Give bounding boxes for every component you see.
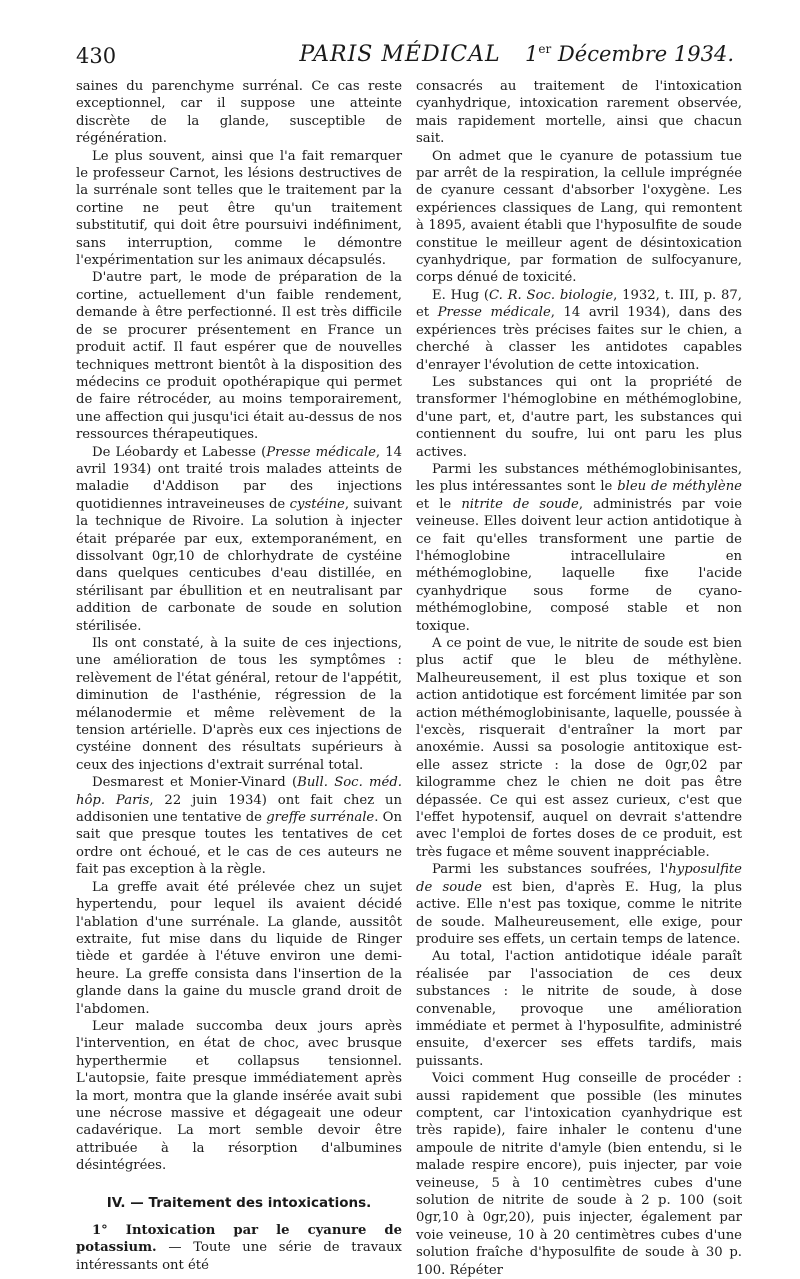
- date-day: 1: [525, 42, 539, 66]
- paragraph: [416, 461, 742, 635]
- text-run: , 14 avril 1934) ont traité trois malades atteints de maladie d'Addison par des injections quotidiennes intraveineuses de: [76, 444, 402, 512]
- paragraph: A ce point de vue, le nitrite de soude est bien plus actif que le bleu de méthylène. Malheureusement, il est plus toxique et son action antidotique est forcément limitée par son action méthémoglobinisante, laquelle, poussée à l'excès, risquerait d'entraîner la mort par anoxémie. Aussi sa posologie antitoxique est-elle assez stricte : la dose de 0gr,02 par kilogramme chez le chien ne doit pas être dépassée. Ce qui est assez curieux, c'est que l'effet hypotensif, auquel on devrait s'attendre avec l'emploi de fortes doses de ce produit, est très fugace et même souvent inappréciable.: [416, 636, 742, 860]
- text-run: , suivant la technique de Rivoire. La solution à injecter était préparée par eux, extemporanément, en dissolvant 0gr,10 de chlorhydrate de cystéine dans quelques centicubes d'eau distillée, en stérilisant par ébullition et en neutralisant par addition de carbonate de soude en solution stérilisée.: [76, 496, 403, 634]
- journal-title: PARIS MÉDICAL: [299, 42, 501, 67]
- emphasis: bleu de méthylène: [617, 479, 742, 495]
- paragraph: [76, 444, 402, 635]
- text-run: , 1932, t. III, p. 87, et: [416, 287, 742, 321]
- running-header: [0, 38, 800, 78]
- date-ordinal: er: [538, 42, 552, 56]
- paragraph: saines du parenchyme surrénal. Ce cas reste exceptionnel, car il suppose une atteinte discrète de la glande, susceptible de régénération.: [76, 79, 402, 147]
- issue-date: [525, 42, 734, 66]
- emphasis: greffe surrénale: [266, 810, 375, 826]
- date-rest: Décembre 1934.: [551, 42, 734, 66]
- paragraph: La greffe avait été prélevée chez un sujet hypertendu, pour lequel ils avaient décidé l'ablation d'une surrénale. La glande, aussitôt extraite, fut mise dans du liquide de Ringer tiède et gardée à l'étuve environ une demi-heure. La greffe consista dans l'insertion de la glande dans la gaine du muscle grand droit de l'abdomen.: [76, 879, 402, 1017]
- text-run: est bien, d'après E. Hug, la plus active. Elle n'est pas toxique, comme le nitrite de soude. Malheureusement, elle exige, pour produire ses effets, un certain temps de latence.: [416, 879, 742, 947]
- emphasis: nitrite de soude: [461, 496, 579, 512]
- text-run: , 22 juin 1934) ont fait chez un addisonien une tentative de: [76, 792, 402, 826]
- paragraph: [416, 861, 742, 948]
- section-heading: IV. — Traitement des intoxications.: [106, 1194, 372, 1211]
- citation: C. R. Soc. biologie: [489, 287, 614, 303]
- paragraph: Le plus souvent, ainsi que l'a fait remarquer le professeur Carnot, les lésions destructives de la surrénale sont telles que le traitement par la cortine ne peut être qu'un traitement substitutif, qui doit être poursuivi indéfiniment, sans interruption, comme le démontre l'expérimentation sur les animaux décapsulés.: [76, 148, 402, 269]
- citation: Presse médicale: [437, 305, 551, 321]
- right-column: [416, 78, 742, 1279]
- citation: Presse médicale: [266, 444, 376, 460]
- paragraph: consacrés au traitement de l'intoxication cyanhydrique, intoxication rarement observée, mais rapidement mortelle, ainsi que chacun sait.: [416, 79, 742, 147]
- text-run: et le: [416, 496, 462, 512]
- paragraph: Ils ont constaté, à la suite de ces injections, une amélioration de tous les symptômes : relèvement de l'état général, retour de l'appétit, diminution de l'asthénie, régression de la mélanodermie et même relèvement de la tension artérielle. D'après eux ces injections de cystéine donnent des résultats supérieurs à ceux des injections d'extrait surrénal total.: [76, 636, 402, 773]
- paragraph: Leur malade succomba deux jours après l'intervention, en état de choc, avec brusque hyperthermie et collapsus tensionnel. L'autopsie, faite presque immédiatement après la mort, montra que la glande insérée avait subi une nécrose massive et dégageait une odeur cadavérique. La mort semble devoir être attribuée à la résorption d'albumines désintégrées.: [76, 1018, 402, 1174]
- text-run: Parmi les substances soufrées, l': [432, 862, 669, 878]
- paragraph: Au total, l'action antidotique idéale paraît réalisée par l'association de ces deux substances : le nitrite de soude, à dose convenable, provoque une amélioration immédiate et permet à l'hyposulfite, administré ensuite, d'exercer ses effets tardifs, mais puissants.: [416, 949, 742, 1069]
- subsection-heading: 1° Intoxication par le cyanure de potassium.: [76, 1223, 402, 1256]
- text-run: Parmi les substances méthémoglobinisantes, les plus intéressantes sont le: [416, 461, 742, 495]
- citation: Bull. Soc. méd. hôp. Paris: [76, 775, 402, 808]
- paragraph: D'autre part, le mode de préparation de la cortine, actuellement d'un faible rendement, demande à être perfectionné. Il est très difficile de se procurer présentement en France un produit actif. Il faut espérer que de nouvelles techniques mettront bientôt à la disposition des médecins ce produit opothérapique qui permet de faire rétrocéder, au moins temporairement, une affection qui jusqu'ici était au-dessus de nos ressources thérapeutiques.: [76, 270, 402, 443]
- text-run: Desmarest et Monier-Vinard (: [92, 775, 298, 791]
- text-run: — Toute une série de travaux intéressants ont été: [76, 1240, 402, 1273]
- paragraph: [416, 287, 742, 374]
- emphasis: cystéine: [289, 496, 345, 512]
- paragraph: [76, 774, 402, 878]
- text-run: De Léobardy et Labesse (: [92, 444, 267, 460]
- page-number: 430: [76, 44, 117, 68]
- paragraph: Voici comment Hug conseille de procéder : aussi rapidement que possible (les minutes comptent, car l'intoxication cyanhydrique est très rapide), faire inhaler le contenu d'une ampoule de nitrite d'amyle (bien entendu, si le malade respire encore), puis injecter, par voie veineuse, 5 à 10 centimètres cubes d'une solution de nitrite de soude à 2 p. 100 (soit 0gr,10 à 0gr,20), puis injecter, également par voie veineuse, 10 à 20 centimètres cubes d'une solution fraîche d'hyposulfite de soude à 30 p. 100. Répéter: [416, 1071, 742, 1278]
- paragraph: Les substances qui ont la propriété de transformer l'hémoglobine en méthémoglobine, d'une part, et, d'autre part, les substances qui contiennent du soufre, lui ont paru les plus actives.: [416, 374, 742, 460]
- paragraph: On admet que le cyanure de potassium tue par arrêt de la respiration, la cellule imprégnée de cyanure cessant d'absorber l'oxygène. Les expériences classiques de Lang, qui remontent à 1895, avaient établi que l'hyposulfite de soude constitue le meilleur agent de désintoxication cyanhydrique, par formation de sulfocyanure, corps dénué de toxicité.: [416, 148, 742, 286]
- text-run: E. Hug (: [432, 287, 490, 303]
- emphasis: hyposulfite de soude: [416, 862, 742, 895]
- text-run: , administrés par voie veineuse. Elles doivent leur action antidotique à ce fait qu'elles transforment une partie de l'hémoglobine intracellulaire en méthémoglobine, laquelle fixe l'acide cyanhydrique sous forme de cyano-méthémoglobine, composé stable et non toxique.: [416, 496, 742, 634]
- left-column: [76, 78, 402, 1274]
- paragraph: [76, 1222, 402, 1274]
- text-run: . On sait que presque toutes les tentatives de cet ordre ont échoué, et le cas de ces auteurs ne fait pas exception à la règle.: [76, 810, 402, 878]
- text-run: , 14 avril 1934), dans des expériences très précises faites sur le chien, a cherché à classer les antidotes capables d'enrayer l'évolution de cette intoxication.: [416, 305, 742, 373]
